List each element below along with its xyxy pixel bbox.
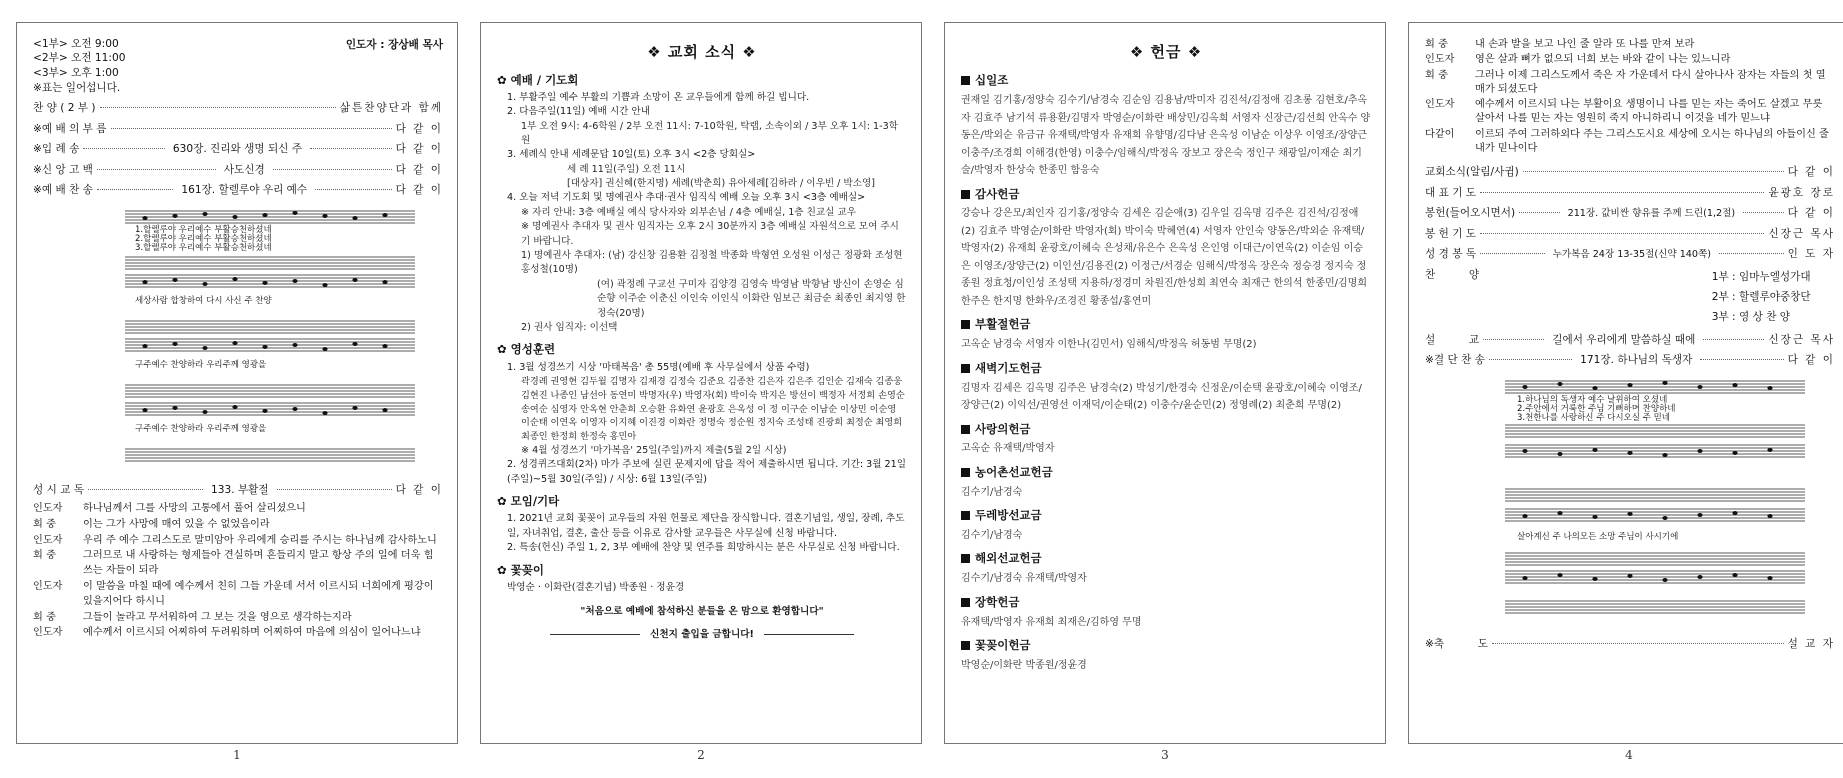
bulletin-page-1 [16, 22, 458, 744]
svg-text:살아계신 주 나의모든 소망 주님이 사시기에: 살아계신 주 나의모든 소망 주님이 사시기에 [1517, 532, 1679, 543]
order-row: 교회소식(알림/사귐) 다 같 이 [1425, 166, 1835, 179]
welcome-message: "처음으로 예배에 참석하신 분들을 온 맘으로 환영합니다" [580, 606, 824, 618]
page-number: 4 [1625, 748, 1633, 762]
offering-group: 사랑의헌금 고옥순 유재택/박영자 [961, 421, 1055, 455]
order-row: 봉 헌 기 도 신장근 목사 [1425, 227, 1835, 240]
page-title: ❖ 헌금 ❖ [1129, 43, 1203, 61]
service-times: <1부> 오전 9:00 <2부> 오전 11:00 <3부> 오후 1:00 [33, 38, 126, 79]
order-row: ※예 배 찬 송 161장. 할렐루야 우리 예수 다 같 이 [33, 183, 443, 196]
offering-group: 십일조 권재일 김기홍/정양숙 김수기/남경숙 김순임 김용남/박미자 김진석/김정애 김초롱 김현호/추옥자 김효주 남기석 류용환/김명자 박영순/이화란 배상민/김옥희 서영자 신장근/김선희 안옥수 양동은/박외순 유금규 유재택/박영자 유재희 유향명/김다남 은옥성 이남순 이상우 이영조/장양근 이충주/조경희 이해경(한영) 이충수/임해식/박정옥 장보고 장은숙 정인구 채광일/이재순 최기술/박영자 한상숙 한종민 함응숙 [961, 73, 1371, 177]
bulletin-page-2: ❖ 교회 소식 ❖ ✿ 예배 / 기도회 1. 부활주일 예수 부활의 기쁨과 소망이 온 교우들에게 함께 하길 빕니다. 2. 다음주일(11일) 예배 시간 안내 1부 오전 9시: 4-6학원 / 2부 오전 11시: 7-10학원, 탁랩, 소속이외 / 3부 오후 1시: 1-3학원 3. 세례식 안내 세례문답 10일(토) 오후 3시 <2층 당회실> 세 례 11일(주일) 오전 11시 [대상자] 권신혜(한지명) 세례(박춘희) 유아세례[김하라 / 이우빈 / 박소영] 4. 오늘 저녁 기도회 및 명예권사 추대·권사 임직식 예배 오늘 오후 3시 <3층 예배실> ※ 자리 안내: 3층 예배실 예식 당사자와 외부손님 / 4층 예배실, 1층 친교실 교우 ※ 명예권사 추대자 및 권사 임직자는 오후 2시 30분까지 3층 예배실 자원석으로 모여 주시기 바랍니다. 1) 명예권사 추대자: (남) 강신창 김용환 김정철 박종화 박형연 오성원 이성근 정광화 조성현 홍성철(10명) (여) 곽정례 구교선 구미자 김양경 김영숙 박영남 박향남 방신이 손영순 심순향 이주순 이춘신 이인숙 이인식 이화란 임보근 최금순 최종인 최지영 한정숙(20명) 2) 권사 임직자: 이선택 ✿ 영성훈련 1. 3월 성경쓰기 시상 '마태복음' 총 55명(예배 후 사무실에서 상품 수령) 곽경례 권영현 김두월 김명자 김재경 김정숙 김준요 김종찬 김은자 김은주 김인순 김재숙 김종웅 김현진 나종인 남선아 동연미 박명자(우) 박영자(회) 박이숙 박지은 방선이 백정자 서정희 손영순 송여순 심영자 안옥현 안춘희 오승환 유화연 윤광호 은옥성 이 정 이구순 이남순 이상민 이순영 이순태 이연옥 이영자 이지혜 이진경 이화란 정명숙 정순원 정지숙 조성태 진광희 최정순 최영희 최종인 한정희 한정숙 홍민아 ※ 4월 성경쓰기 '마가복음' 25일(주일)까지 제출(5월 2일 시상) 2. 성경퀴즈대회(2차) 마가 주보에 실린 문제지에 답을 적어 제출하시면 됩니다. 기간: 3월 21일(주일)~5월 30일(주일) / 시상: 6월 13일(주일) ✿ 모임/기타 1. 2021년 교회 꽃꽂이 교우들의 자원 헌물로 제단을 장식합니다. 결혼기념일, 생일, 장례, 추도일, 자녀취업, 결혼, 출산 등을 이유로 감사할 교우들은 사무실에 신청 바랍니다. 2. 특송(헌신) 주일 1, 2, 3부 예배에 찬양 및 연주를 희망하시는 분은 사무실로 신청 바랍니다. ✿ 꽃꽂이 박영순 · 이화란(결혼기념) 박종원 · 정윤경 "처음으로 예배에 참석하신 분들을 온 맘으로 환영합니다" 신천지 출입을 금합니다! [480, 22, 922, 744]
bulletin-page-4 [1408, 22, 1843, 744]
page-title: ❖ 교회 소식 ❖ [647, 43, 757, 61]
section-heading: ✿ 모임/기타 [497, 494, 560, 509]
page-number: 2 [697, 748, 705, 762]
svg-text:3.천한나를 사랑하신 주 다시오실 주 믿네: 3.천한나를 사랑하신 주 다시오실 주 믿네 [1517, 413, 1670, 424]
svg-text:세상사람 합창하여 다시 사신 주 찬양: 세상사람 합창하여 다시 사신 주 찬양 [135, 296, 272, 307]
standing-note: ※표는 일어섭니다. [33, 81, 121, 94]
section-heading: ✿ 영성훈련 [497, 342, 556, 357]
order-row: 봉헌(들어오시면서) 211장. 값비싼 향유를 주께 드린(1,2절) 다 같 이 [1425, 207, 1835, 220]
notice-banner: 신천지 출입을 금합니다! [497, 628, 907, 642]
order-row: 성 시 교 독 133. 부활절 다 같 이 [33, 483, 444, 496]
svg-text:구주예수 찬양하라 우리주께 영광을: 구주예수 찬양하라 우리주께 영광을 [135, 424, 267, 435]
order-row: ※입 례 송 630장. 진리와 생명 되신 주 다 같 이 [33, 143, 444, 156]
offering-group: 새벽기도헌금 김명자 김세은 김옥명 김주은 남경숙(2) 박성기/한경숙 신정운/이순택 윤광호/이혜숙 이영조/장양근(2) 이익선/권영선 이재덕/이순태(2) 이충수/윤순민(2) 정영례(2) 최춘희 무명(2) [961, 360, 1362, 411]
order-row: ※신 앙 고 백 사도신경 다 같 이 [33, 163, 444, 176]
page-number: 1 [233, 748, 241, 762]
order-row: ※예 배 의 부 름 다 같 이 [33, 122, 443, 135]
svg-text:1.할렐루야 우리예수 부활승천하셨네: 1.할렐루야 우리예수 부활승천하셨네 [135, 225, 272, 236]
svg-text:1.하나님의 독생자 예수 날위하여 오셨네: 1.하나님의 독생자 예수 날위하여 오셨네 [1517, 395, 1668, 406]
order-row: ※결 단 찬 송 171장. 하나님의 독생자 다 같 이 [1425, 353, 1835, 366]
offering-group: 감사헌금 강승나 강은모/최인자 김기홍/정양숙 김세은 김순애(3) 김우일 김옥명 김주은 김진석/김정애(2) 김효주 박영순/이화란 박영자(회) 박이숙 박혜연(4) 서영자 안인숙 양동은/박외순 유재택/박영자(2) 유재희 윤광호/이혜숙 은성채/유은수 은옥성 은인영 이대근/이연옥(2) 이순임 이승은 이영조/장양근(2) 이인선/김용진(2) 이정근/서경순 임해식/박정옥 장은숙 정승경 정지숙 정종원 정효청/이인성 조성택 지용하/정경미 차원진/한성희 최연숙 최재근 한의석 한종민/김명희 한주은 한지명 한화우/조경진 황종섭/홍연미 [961, 186, 1367, 307]
section-heading: ✿ 예배 / 기도회 [497, 72, 579, 87]
svg-text:구주예수 찬양하라 우리주께 영광을: 구주예수 찬양하라 우리주께 영광을 [135, 360, 267, 371]
order-row: 찬 양 ( 2 부 ) 삶튼찬양단과 함께 [33, 102, 443, 115]
offering-group: 장학헌금 유재택/박영자 유재희 최재은/김하영 무명 [961, 594, 1142, 628]
svg-text:2.주안에서 거룩한 주님 기뻐하며 찬양하네: 2.주안에서 거룩한 주님 기뻐하며 찬양하네 [1517, 404, 1676, 415]
order-row: 성 경 봉 독 누가복음 24장 13-35절(신약 140쪽) 인 도 자 [1425, 248, 1835, 261]
praise-block: 찬 양 1부 : 임마누엘성가대 2부 : 할렐루야중창단 3부 : 영 상 찬 양 [1425, 269, 1811, 324]
bulletin-page-3 [944, 22, 1386, 744]
order-row: ※축 도 설 교 자 [1425, 637, 1835, 650]
page-number: 3 [1161, 748, 1169, 762]
hymn-score-171 [1425, 375, 1835, 623]
svg-text:2.할렐루야 우리예수 부활승천하셨네: 2.할렐루야 우리예수 부활승천하셨네 [135, 234, 272, 245]
order-row: 대 표 기 도 윤광호 장로 [1425, 186, 1835, 199]
hymn-score-161 [35, 205, 445, 467]
responsive-reading: 인도자 하나님께서 그를 사망의 고통에서 풀어 살리셨으니 회 중 이는 그가 사망에 매여 있을 수 없었음이라 인도자 우리 주 예수 그리스도로 말미암아 우리에게 승리를 주시는 하나님께 감사하노니 회 중 그러므로 내 사랑하는 형제들아 견실하며 흔들리지 말고 항상 주의 일에 더욱 힘쓰는 자들이 되라 인도자 이 말씀을 마칠 때에 예수께서 친히 그들 가운데 서서 이르시되 너희에게 평강이 있을지어다 하시니 회 중 그들이 놀라고 무서워하여 그 보는 것을 영으로 생각하는지라 인도자 예수께서 이르시되 어찌하여 두려워하며 어찌하여 마음에 의심이 일어나느냐 [33, 503, 437, 639]
offering-group: 해외선교헌금 김수기/남경숙 유재택/박영자 [961, 551, 1087, 585]
offering-group: 꽃꽂이헌금 박영순/이화란 박종원/정윤경 [961, 638, 1087, 671]
offering-group: 두레방선교금 김수기/남경숙 [961, 508, 1042, 541]
worship-leader: 인도자 : 장상배 목사 [345, 39, 443, 51]
svg-text:3.할렐루야 우리예수 부활승천하셨네: 3.할렐루야 우리예수 부활승천하셨네 [135, 243, 272, 254]
offering-group: 농어촌선교헌금 김수기/남경숙 [961, 464, 1053, 498]
section-heading: ✿ 꽃꽂이 [497, 562, 544, 577]
order-row: 설 교 길에서 우리에게 말씀하실 때에 신장근 목사 [1425, 333, 1835, 346]
offering-group: 부활절헌금 고옥순 남경숙 서영자 이한나(김민서) 임해식/박정옥 허동범 무명(2) [961, 317, 1257, 351]
responsive-reading: 회 중 내 손과 발을 보고 나인 줄 알라 또 나를 만져 보라 인도자 영은 살과 뼈가 없으되 너희 보는 바와 같이 나는 있느니라 회 중 그러나 이제 그리스도께서 죽은 자 가운데서 다시 살아나사 잠자는 자들의 첫 열매가 되셨도다 인도자 예수께서 이르시되 나는 부활이요 생명이니 나를 믿는 자는 죽어도 살겠고 무릇 살아서 나를 믿는 자는 영원히 죽지 아니하리니 이것을 네가 믿느냐 다같이 이르되 주여 그러하외다 주는 그리스도시요 세상에 오시는 하나님의 아들이신 줄 내가 믿나이다 [1425, 39, 1829, 154]
